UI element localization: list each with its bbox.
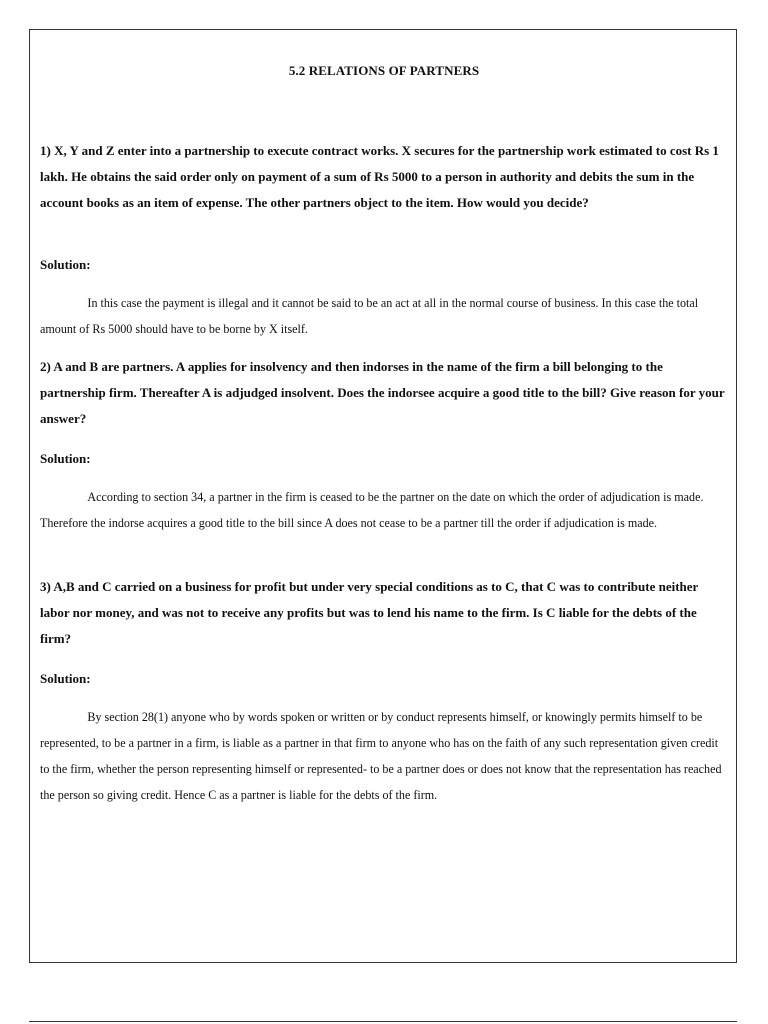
page-title: 5.2 RELATIONS OF PARTNERS [288, 63, 480, 78]
answer-3: By section 28(1) anyone who by words spoken or written or by conduct represents himself, or knowingly permits himself to be represented, to be a partner in a firm, is liable as a partner in that firm to anyone who has on the faith of any such representation given credit to the firm, whether the person representing himself or represented- to be a partner does or does not know that the representation has reached the person so giving credit. Hence C as a partner is liable for the debts of the firm. [40, 709, 722, 802]
question-2: 2) A and B are partners. A applies for insolvency and then indorses in the name of the firm a bill belonging to the partnership firm. Thereafter A is adjudged insolvent. Does the indorsee acquire a good title to the bill? Give reason for your answer? [40, 359, 725, 426]
question-3: 3) A,B and C carried on a business for profit but under very special conditions as to C, that C was to contribute neither labor nor money, and was not to receive any profits but was to lend his name to the firm. Is C liable for the debts of the firm? [40, 579, 699, 646]
solution-label-3: Solution: [40, 671, 91, 686]
solution-label-1: Solution: [40, 257, 91, 272]
question-1: 1) X, Y and Z enter into a partnership to execute contract works. X secures for the partnership work estimated to cost Rs 1 lakh. He obtains the said order only on payment of a sum of Rs 5000 to a person in authority and debits the sum in the account books as an item of expense. The other partners object to the item. How would you decide? [40, 143, 719, 210]
footer-rule [29, 1021, 737, 1022]
answer-1: In this case the payment is illegal and it cannot be said to be an act at all in the normal course of business. In this case the total amount of Rs 5000 should have to be borne by X itself. [40, 295, 699, 336]
solution-label-2: Solution: [40, 451, 91, 466]
answer-2: According to section 34, a partner in the firm is ceased to be the partner on the date on which the order of adjudication is made. Therefore the indorse acquires a good title to the bill since A does not cease to be a partner till the order if adjudication is made. [40, 489, 704, 530]
